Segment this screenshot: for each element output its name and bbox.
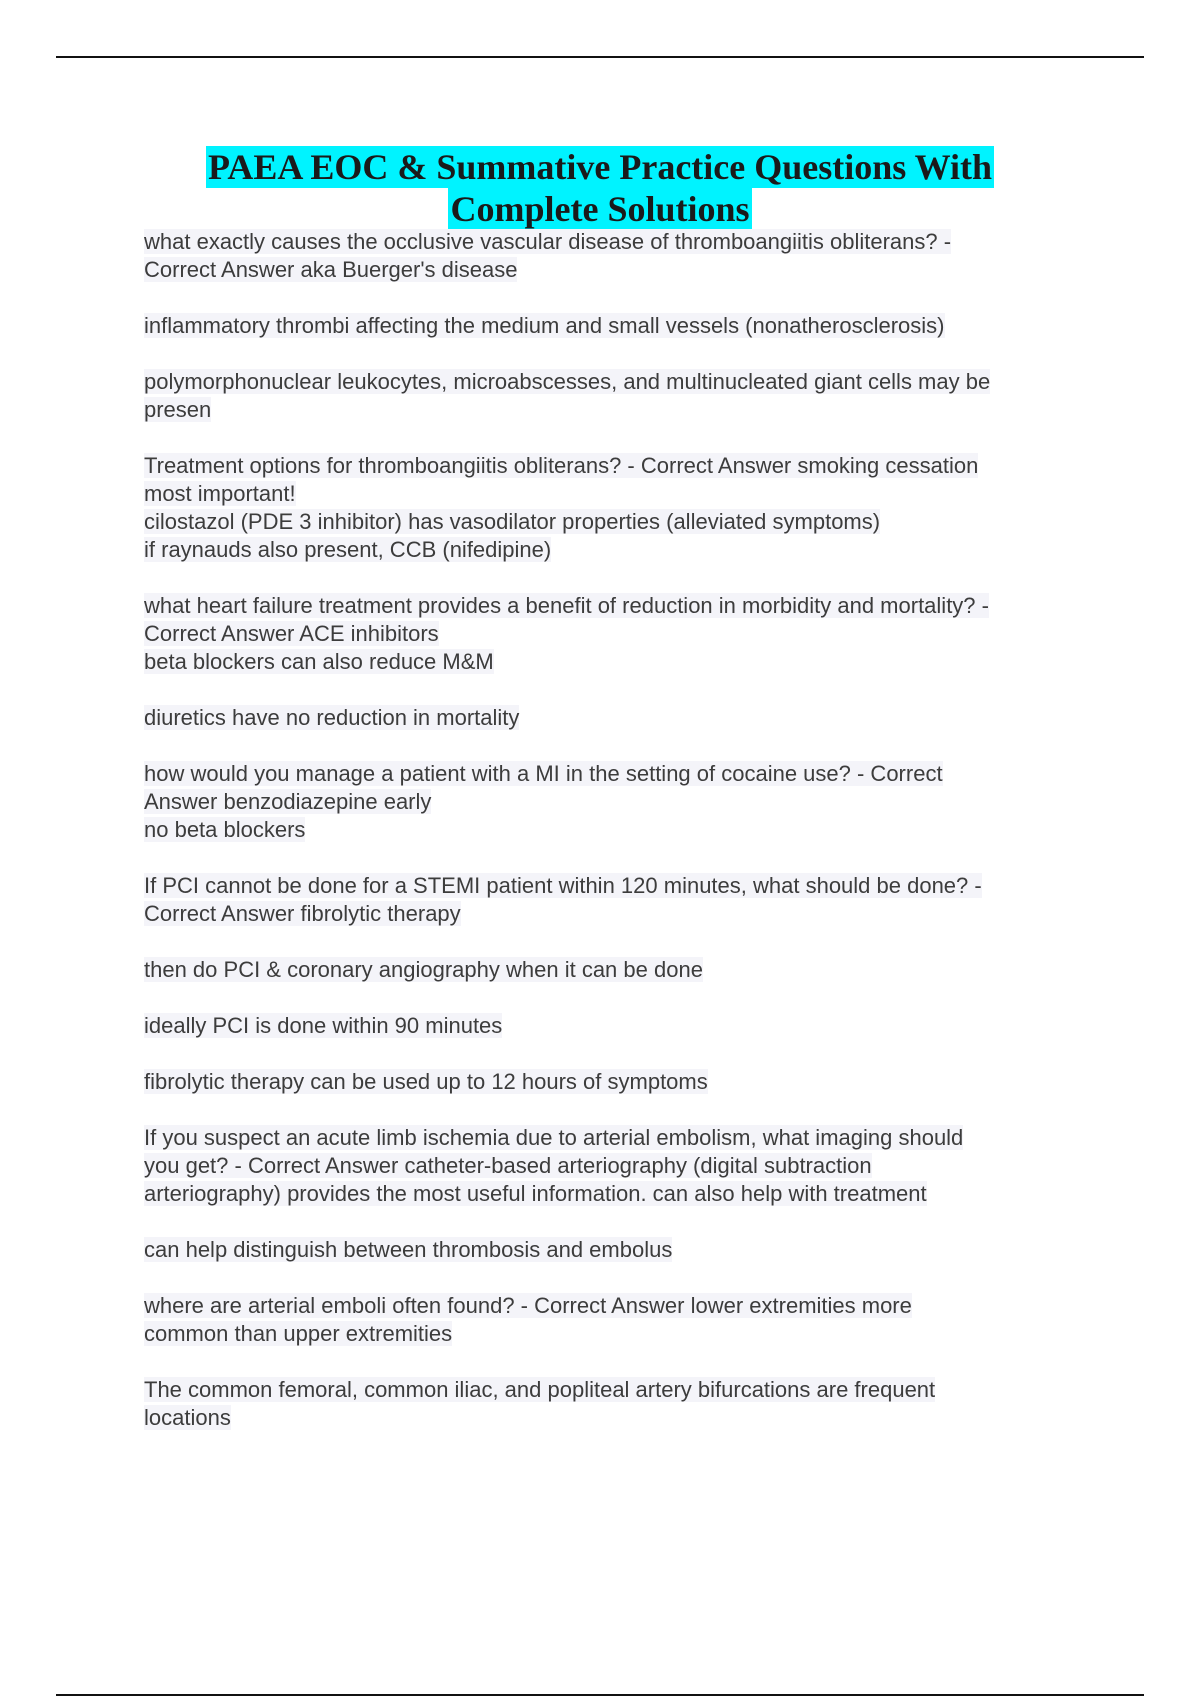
text-line: Correct Answer aka Buerger's disease — [144, 257, 518, 282]
text-line: locations — [144, 1405, 231, 1430]
paragraph — [144, 956, 1084, 984]
title-line-2: Complete Solutions — [450, 189, 750, 229]
text-line: Correct Answer fibrolytic therapy — [144, 901, 461, 926]
text-line: if raynauds also present, CCB (nifedipine) — [144, 537, 552, 562]
text-line: no beta blockers — [144, 817, 306, 842]
text-line: you get? - Correct Answer catheter-based arteriography (digital subtraction — [144, 1153, 872, 1178]
text-line: diuretics have no reduction in mortality — [144, 705, 520, 730]
paragraph — [144, 1376, 1084, 1432]
paragraph — [144, 312, 1084, 340]
text-line: how would you manage a patient with a MI in the setting of cocaine use? - Correct — [144, 761, 943, 786]
top-rule — [56, 56, 1144, 58]
text-line: where are arterial emboli often found? - Correct Answer lower extremities more — [144, 1293, 912, 1318]
paragraph — [144, 1236, 1084, 1264]
text-line: polymorphonuclear leukocytes, microabscesses, and multinucleated giant cells may be — [144, 369, 991, 394]
text-line: most important! — [144, 481, 296, 506]
paragraph — [144, 228, 1084, 284]
paragraph — [144, 1124, 1084, 1208]
text-line: what exactly causes the occlusive vascular disease of thromboangiitis obliterans? - — [144, 229, 952, 254]
paragraph — [144, 704, 1084, 732]
text-line: Correct Answer ACE inhibitors — [144, 621, 439, 646]
paragraph — [144, 1292, 1084, 1348]
document-body — [144, 228, 1084, 1460]
text-line: what heart failure treatment provides a benefit of reduction in morbidity and mortality? - — [144, 593, 989, 618]
text-line: If you suspect an acute limb ischemia due to arterial embolism, what imaging should — [144, 1125, 964, 1150]
text-line: cilostazol (PDE 3 inhibitor) has vasodilator properties (alleviated symptoms) — [144, 509, 881, 534]
text-line: common than upper extremities — [144, 1321, 453, 1346]
text-line: then do PCI & coronary angiography when it can be done — [144, 957, 703, 982]
text-line: ideally PCI is done within 90 minutes — [144, 1013, 503, 1038]
paragraph — [144, 452, 1084, 564]
paragraph — [144, 368, 1084, 424]
text-line: inflammatory thrombi affecting the medium and small vessels (nonatherosclerosis) — [144, 313, 945, 338]
bottom-rule — [56, 1694, 1144, 1696]
paragraph — [144, 1068, 1084, 1096]
text-line: arteriography) provides the most useful information. can also help with treatment — [144, 1181, 927, 1206]
text-line: beta blockers can also reduce M&M — [144, 649, 494, 674]
document-title — [0, 146, 1200, 230]
paragraph — [144, 592, 1084, 676]
paragraph — [144, 872, 1084, 928]
title-line-1: PAEA EOC & Summative Practice Questions With — [208, 147, 992, 187]
paragraph — [144, 760, 1084, 844]
text-line: fibrolytic therapy can be used up to 12 hours of symptoms — [144, 1069, 708, 1094]
paragraph — [144, 1012, 1084, 1040]
text-line: Treatment options for thromboangiitis obliterans? - Correct Answer smoking cessation — [144, 453, 979, 478]
text-line: presen — [144, 397, 212, 422]
text-line: If PCI cannot be done for a STEMI patient within 120 minutes, what should be done? - — [144, 873, 982, 898]
text-line: can help distinguish between thrombosis and embolus — [144, 1237, 673, 1262]
text-line: Answer benzodiazepine early — [144, 789, 432, 814]
text-line: The common femoral, common iliac, and popliteal artery bifurcations are frequent — [144, 1377, 936, 1402]
